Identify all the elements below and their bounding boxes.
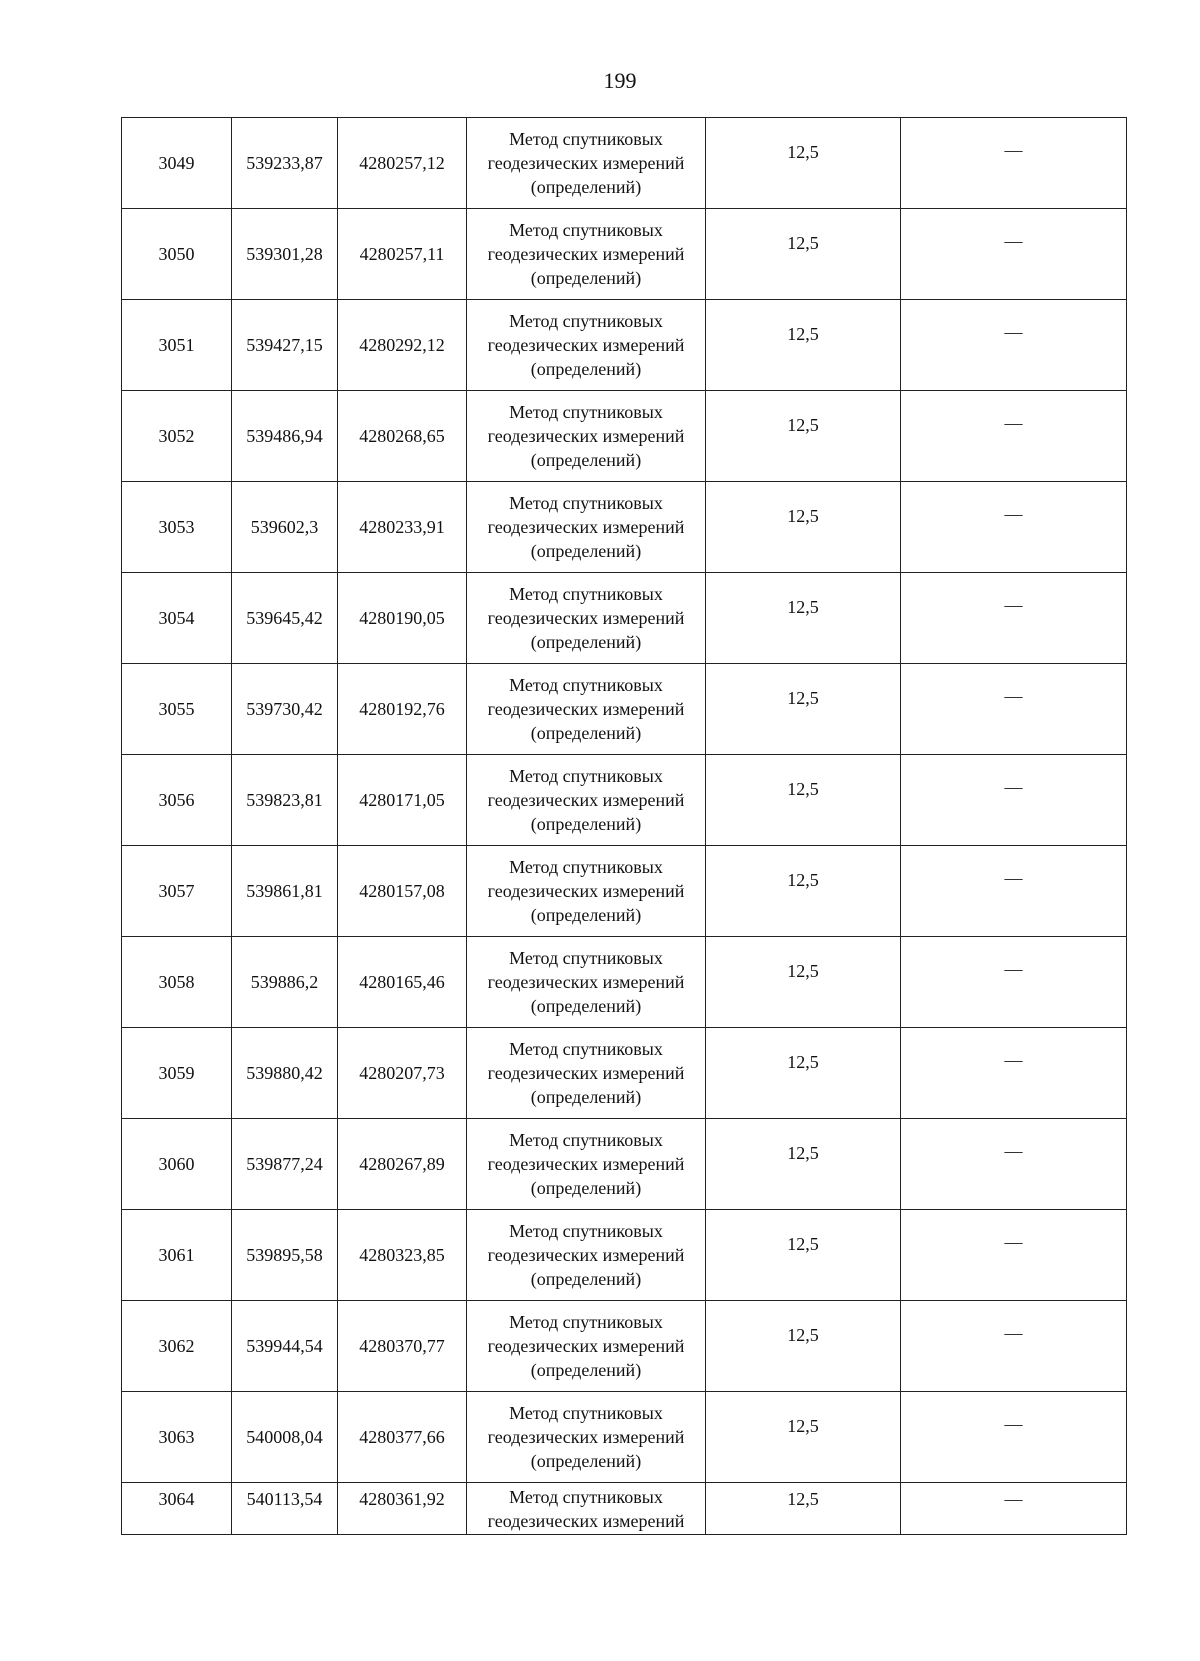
- method-line: геодезических измерений: [487, 153, 685, 173]
- table-row: [122, 846, 1127, 937]
- x-coordinate-cell: 539823,81: [232, 755, 338, 846]
- method-line: Метод спутниковых: [509, 675, 663, 695]
- method-line: Метод спутниковых: [509, 1312, 663, 1332]
- x-coordinate-cell: 540113,54: [232, 1483, 338, 1535]
- method-line: Метод спутниковых: [509, 857, 663, 877]
- method-line: (определений): [530, 359, 642, 379]
- note-cell: —: [901, 1392, 1127, 1483]
- y-coordinate-cell: 4280361,92: [338, 1483, 467, 1535]
- accuracy-cell: 12,5: [706, 300, 901, 391]
- table-row: [122, 482, 1127, 573]
- point-number-cell: 3056: [122, 755, 232, 846]
- method-line: Метод спутниковых: [509, 129, 663, 149]
- y-coordinate-cell: 4280292,12: [338, 300, 467, 391]
- method-line: (определений): [530, 905, 642, 925]
- x-coordinate-cell: 539886,2: [232, 937, 338, 1028]
- point-number-cell: 3049: [122, 118, 232, 209]
- method-cell: [467, 1210, 706, 1301]
- point-number-cell: 3064: [122, 1483, 232, 1535]
- note-cell: —: [901, 1119, 1127, 1210]
- x-coordinate-cell: 539861,81: [232, 846, 338, 937]
- y-coordinate-cell: 4280370,77: [338, 1301, 467, 1392]
- method-line: (определений): [530, 632, 642, 652]
- method-cell: [467, 1392, 706, 1483]
- point-number-cell: 3063: [122, 1392, 232, 1483]
- method-line: геодезических измерений: [487, 790, 685, 810]
- table-row: [122, 118, 1127, 209]
- method-cell: [467, 118, 706, 209]
- method-cell: [467, 1483, 706, 1535]
- y-coordinate-cell: 4280377,66: [338, 1392, 467, 1483]
- x-coordinate-cell: 539730,42: [232, 664, 338, 755]
- method-cell: [467, 300, 706, 391]
- note-cell: —: [901, 1483, 1127, 1535]
- method-cell: [467, 573, 706, 664]
- accuracy-cell: 12,5: [706, 209, 901, 300]
- x-coordinate-cell: 539233,87: [232, 118, 338, 209]
- method-line: Метод спутниковых: [509, 1487, 663, 1507]
- point-number-cell: 3062: [122, 1301, 232, 1392]
- method-line: геодезических измерений: [487, 1245, 685, 1265]
- y-coordinate-cell: 4280165,46: [338, 937, 467, 1028]
- method-line: геодезических измерений: [487, 517, 685, 537]
- method-line: геодезических измерений: [487, 1511, 685, 1531]
- method-cell: [467, 755, 706, 846]
- accuracy-cell: 12,5: [706, 937, 901, 1028]
- y-coordinate-cell: 4280233,91: [338, 482, 467, 573]
- x-coordinate-cell: 539486,94: [232, 391, 338, 482]
- table-row: [122, 1392, 1127, 1483]
- method-line: геодезических измерений: [487, 972, 685, 992]
- accuracy-cell: 12,5: [706, 1301, 901, 1392]
- method-line: геодезических измерений: [487, 1063, 685, 1083]
- point-number-cell: 3054: [122, 573, 232, 664]
- method-line: Метод спутниковых: [509, 311, 663, 331]
- accuracy-cell: 12,5: [706, 482, 901, 573]
- method-line: (определений): [530, 1178, 642, 1198]
- point-number-cell: 3055: [122, 664, 232, 755]
- y-coordinate-cell: 4280257,12: [338, 118, 467, 209]
- method-line: (определений): [530, 814, 642, 834]
- method-line: геодезических измерений: [487, 1336, 685, 1356]
- accuracy-cell: 12,5: [706, 1119, 901, 1210]
- accuracy-cell: 12,5: [706, 846, 901, 937]
- method-cell: [467, 391, 706, 482]
- method-cell: [467, 1301, 706, 1392]
- method-line: геодезических измерений: [487, 699, 685, 719]
- note-cell: —: [901, 209, 1127, 300]
- method-cell: [467, 482, 706, 573]
- x-coordinate-cell: 539301,28: [232, 209, 338, 300]
- accuracy-cell: 12,5: [706, 1392, 901, 1483]
- point-number-cell: 3050: [122, 209, 232, 300]
- accuracy-cell: 12,5: [706, 1483, 901, 1535]
- method-line: (определений): [530, 1451, 642, 1471]
- table-row: [122, 937, 1127, 1028]
- point-number-cell: 3051: [122, 300, 232, 391]
- accuracy-cell: 12,5: [706, 118, 901, 209]
- method-cell: [467, 937, 706, 1028]
- method-line: геодезических измерений: [487, 244, 685, 264]
- method-line: (определений): [530, 1269, 642, 1289]
- y-coordinate-cell: 4280192,76: [338, 664, 467, 755]
- y-coordinate-cell: 4280190,05: [338, 573, 467, 664]
- method-line: Метод спутниковых: [509, 584, 663, 604]
- method-line: (определений): [530, 268, 642, 288]
- page-number: 199: [603, 68, 637, 93]
- method-line: Метод спутниковых: [509, 948, 663, 968]
- note-cell: —: [901, 300, 1127, 391]
- y-coordinate-cell: 4280207,73: [338, 1028, 467, 1119]
- x-coordinate-cell: 539944,54: [232, 1301, 338, 1392]
- note-cell: —: [901, 755, 1127, 846]
- point-number-cell: 3061: [122, 1210, 232, 1301]
- table-row: [122, 755, 1127, 846]
- accuracy-cell: 12,5: [706, 1210, 901, 1301]
- method-line: Метод спутниковых: [509, 1221, 663, 1241]
- x-coordinate-cell: 539427,15: [232, 300, 338, 391]
- method-line: (определений): [530, 1360, 642, 1380]
- accuracy-cell: 12,5: [706, 1028, 901, 1119]
- method-line: геодезических измерений: [487, 1427, 685, 1447]
- table-row: [122, 1301, 1127, 1392]
- y-coordinate-cell: 4280323,85: [338, 1210, 467, 1301]
- method-cell: [467, 1119, 706, 1210]
- method-cell: [467, 1028, 706, 1119]
- method-line: (определений): [530, 1087, 642, 1107]
- method-cell: [467, 846, 706, 937]
- table-row: [122, 664, 1127, 755]
- note-cell: —: [901, 482, 1127, 573]
- x-coordinate-cell: 539645,42: [232, 573, 338, 664]
- method-line: (определений): [530, 450, 642, 470]
- note-cell: —: [901, 1301, 1127, 1392]
- x-coordinate-cell: 540008,04: [232, 1392, 338, 1483]
- note-cell: —: [901, 846, 1127, 937]
- method-line: Метод спутниковых: [509, 493, 663, 513]
- x-coordinate-cell: 539880,42: [232, 1028, 338, 1119]
- y-coordinate-cell: 4280267,89: [338, 1119, 467, 1210]
- note-cell: —: [901, 937, 1127, 1028]
- method-line: Метод спутниковых: [509, 766, 663, 786]
- method-line: (определений): [530, 541, 642, 561]
- table-row: [122, 1210, 1127, 1301]
- note-cell: —: [901, 664, 1127, 755]
- point-number-cell: 3059: [122, 1028, 232, 1119]
- method-line: геодезических измерений: [487, 608, 685, 628]
- point-number-cell: 3060: [122, 1119, 232, 1210]
- method-line: (определений): [530, 177, 642, 197]
- table-row: [122, 300, 1127, 391]
- point-number-cell: 3053: [122, 482, 232, 573]
- accuracy-cell: 12,5: [706, 391, 901, 482]
- x-coordinate-cell: 539602,3: [232, 482, 338, 573]
- table-row: [122, 1028, 1127, 1119]
- method-line: Метод спутниковых: [509, 220, 663, 240]
- table-row: [122, 573, 1127, 664]
- method-line: геодезических измерений: [487, 335, 685, 355]
- method-line: Метод спутниковых: [509, 402, 663, 422]
- y-coordinate-cell: 4280268,65: [338, 391, 467, 482]
- accuracy-cell: 12,5: [706, 664, 901, 755]
- method-line: геодезических измерений: [487, 1154, 685, 1174]
- accuracy-cell: 12,5: [706, 755, 901, 846]
- note-cell: —: [901, 118, 1127, 209]
- note-cell: —: [901, 1210, 1127, 1301]
- table-row: [122, 209, 1127, 300]
- y-coordinate-cell: 4280257,11: [338, 209, 467, 300]
- point-number-cell: 3058: [122, 937, 232, 1028]
- note-cell: —: [901, 391, 1127, 482]
- method-line: Метод спутниковых: [509, 1130, 663, 1150]
- point-number-cell: 3057: [122, 846, 232, 937]
- method-line: геодезических измерений: [487, 881, 685, 901]
- coordinates-table-body: [122, 118, 1127, 1535]
- x-coordinate-cell: 539895,58: [232, 1210, 338, 1301]
- table-row: [122, 1119, 1127, 1210]
- method-cell: [467, 664, 706, 755]
- note-cell: —: [901, 573, 1127, 664]
- y-coordinate-cell: 4280171,05: [338, 755, 467, 846]
- coordinates-table: [121, 117, 1127, 1535]
- method-line: геодезических измерений: [487, 426, 685, 446]
- table-row: [122, 391, 1127, 482]
- point-number-cell: 3052: [122, 391, 232, 482]
- accuracy-cell: 12,5: [706, 573, 901, 664]
- method-cell: [467, 209, 706, 300]
- method-line: (определений): [530, 723, 642, 743]
- x-coordinate-cell: 539877,24: [232, 1119, 338, 1210]
- method-line: Метод спутниковых: [509, 1403, 663, 1423]
- note-cell: —: [901, 1028, 1127, 1119]
- y-coordinate-cell: 4280157,08: [338, 846, 467, 937]
- table-row: [122, 1483, 1127, 1535]
- method-line: (определений): [530, 996, 642, 1016]
- method-line: Метод спутниковых: [509, 1039, 663, 1059]
